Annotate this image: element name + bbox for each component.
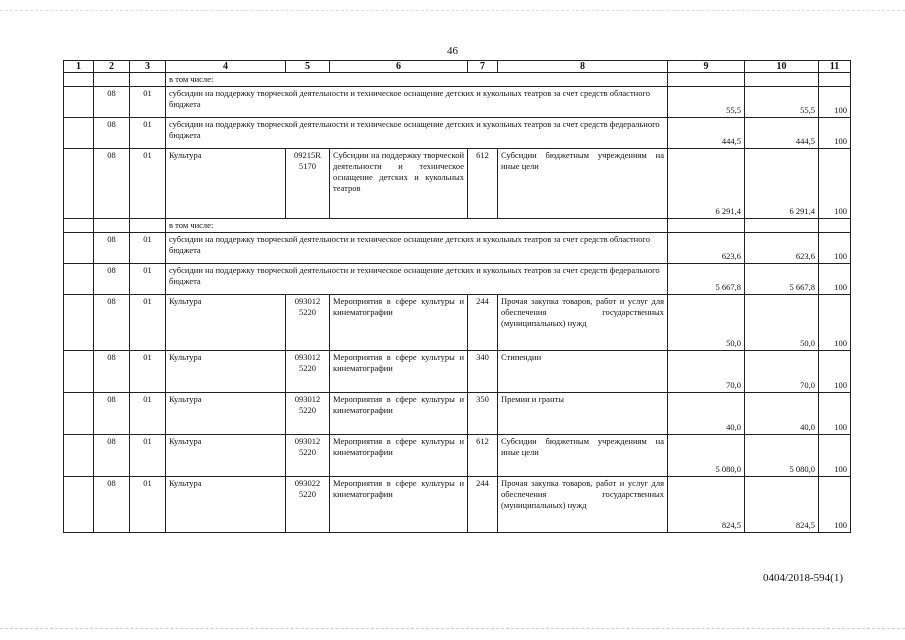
table-row xyxy=(64,149,851,219)
actual-amount-cell: 5 667,8 xyxy=(745,264,819,295)
expense-type-code-cell: 244 xyxy=(468,295,498,351)
cell-col1 xyxy=(64,73,94,87)
expense-type-name-cell: Прочая закупка товаров, работ и услуг для обеспечения государственных (муниципальных) нужд xyxy=(498,477,668,533)
cell-col1 xyxy=(64,435,94,477)
subsidy-description-cell: субсидии на поддержку творческой деятельности и техническое оснащение детских и кукольных театров за счет средств областного бюджета xyxy=(166,233,668,264)
target-article-cell: 093012 5220 xyxy=(286,295,330,351)
cell-col2 xyxy=(94,219,130,233)
table-row xyxy=(64,73,851,87)
section-code-cell: 08 xyxy=(94,393,130,435)
table-row xyxy=(64,351,851,393)
label-cell: в том числе: xyxy=(166,219,668,233)
planned-amount-cell: 70,0 xyxy=(668,351,745,393)
cell-col1 xyxy=(64,87,94,118)
subsection-code-cell: 01 xyxy=(130,264,166,295)
planned-amount-cell: 444,5 xyxy=(668,118,745,149)
percent-cell: 100 xyxy=(819,149,851,219)
section-code-cell: 08 xyxy=(94,351,130,393)
subsection-code-cell: 01 xyxy=(130,351,166,393)
cell-col1 xyxy=(64,149,94,219)
section-name-cell: Культура xyxy=(166,435,286,477)
scan-edge-top xyxy=(0,10,905,11)
table-row xyxy=(64,477,851,533)
program-description-cell: Субсидии на поддержку творческой деятельности и техническое оснащение детских и кукольных театров xyxy=(330,149,468,219)
section-code-cell: 08 xyxy=(94,118,130,149)
cell-col1 xyxy=(64,295,94,351)
percent-cell: 100 xyxy=(819,477,851,533)
section-name-cell: Культура xyxy=(166,477,286,533)
subsection-code-cell: 01 xyxy=(130,149,166,219)
label-cell: в том числе: xyxy=(166,73,668,87)
cell-col9 xyxy=(668,219,745,233)
section-code-cell: 08 xyxy=(94,477,130,533)
expense-type-name-cell: Субсидии бюджетным учреждениям на иные цели xyxy=(498,149,668,219)
expense-type-code-cell: 340 xyxy=(468,351,498,393)
actual-amount-cell: 70,0 xyxy=(745,351,819,393)
cell-col10 xyxy=(745,73,819,87)
expense-type-code-cell: 244 xyxy=(468,477,498,533)
subsection-code-cell: 01 xyxy=(130,477,166,533)
percent-cell: 100 xyxy=(819,118,851,149)
section-code-cell: 08 xyxy=(94,295,130,351)
target-article-cell: 093012 5220 xyxy=(286,393,330,435)
table-row xyxy=(64,393,851,435)
section-code-cell: 08 xyxy=(94,435,130,477)
column-header-9: 9 xyxy=(668,61,745,73)
section-code-cell: 08 xyxy=(94,264,130,295)
planned-amount-cell: 623,6 xyxy=(668,233,745,264)
column-header-4: 4 xyxy=(166,61,286,73)
program-description-cell: Мероприятия в сфере культуры и кинематографии xyxy=(330,295,468,351)
subsection-code-cell: 01 xyxy=(130,118,166,149)
column-header-8: 8 xyxy=(498,61,668,73)
subsidy-description-cell: субсидии на поддержку творческой деятельности и техническое оснащение детских и кукольных театров за счет средств федерального бюджета xyxy=(166,118,668,149)
planned-amount-cell: 55,5 xyxy=(668,87,745,118)
target-article-cell: 09215R 5170 xyxy=(286,149,330,219)
section-name-cell: Культура xyxy=(166,149,286,219)
expense-type-name-cell: Стипендии xyxy=(498,351,668,393)
expense-type-code-cell: 612 xyxy=(468,149,498,219)
section-name-cell: Культура xyxy=(166,393,286,435)
cell-col1 xyxy=(64,219,94,233)
expense-type-name-cell: Премии и гранты xyxy=(498,393,668,435)
section-name-cell: Культура xyxy=(166,295,286,351)
subsection-code-cell: 01 xyxy=(130,87,166,118)
section-name-cell: Культура xyxy=(166,351,286,393)
percent-cell: 100 xyxy=(819,87,851,118)
program-description-cell: Мероприятия в сфере культуры и кинематографии xyxy=(330,435,468,477)
actual-amount-cell: 40,0 xyxy=(745,393,819,435)
table-row xyxy=(64,264,851,295)
cell-col1 xyxy=(64,233,94,264)
subsection-code-cell: 01 xyxy=(130,393,166,435)
cell-col11 xyxy=(819,73,851,87)
cell-col2 xyxy=(94,73,130,87)
planned-amount-cell: 6 291,4 xyxy=(668,149,745,219)
column-header-5: 5 xyxy=(286,61,330,73)
target-article-cell: 093012 5220 xyxy=(286,351,330,393)
column-header-1: 1 xyxy=(64,61,94,73)
cell-col10 xyxy=(745,219,819,233)
percent-cell: 100 xyxy=(819,264,851,295)
page-number: 46 xyxy=(447,45,458,57)
column-header-11: 11 xyxy=(819,61,851,73)
expense-type-name-cell: Прочая закупка товаров, работ и услуг для обеспечения государственных (муниципальных) нужд xyxy=(498,295,668,351)
percent-cell: 100 xyxy=(819,351,851,393)
actual-amount-cell: 6 291,4 xyxy=(745,149,819,219)
cell-col3 xyxy=(130,73,166,87)
percent-cell: 100 xyxy=(819,435,851,477)
planned-amount-cell: 40,0 xyxy=(668,393,745,435)
column-header-10: 10 xyxy=(745,61,819,73)
actual-amount-cell: 55,5 xyxy=(745,87,819,118)
table-row xyxy=(64,118,851,149)
target-article-cell: 093022 5220 xyxy=(286,477,330,533)
actual-amount-cell: 50,0 xyxy=(745,295,819,351)
actual-amount-cell: 5 080,0 xyxy=(745,435,819,477)
cell-col9 xyxy=(668,73,745,87)
subsidy-description-cell: субсидии на поддержку творческой деятельности и техническое оснащение детских и кукольных театров за счет средств федерального бюджета xyxy=(166,264,668,295)
cell-col1 xyxy=(64,351,94,393)
actual-amount-cell: 824,5 xyxy=(745,477,819,533)
subsidy-description-cell: субсидии на поддержку творческой деятельности и техническое оснащение детских и кукольных театров за счет средств областного бюджета xyxy=(166,87,668,118)
table-row xyxy=(64,233,851,264)
subsection-code-cell: 01 xyxy=(130,295,166,351)
table-row xyxy=(64,295,851,351)
subsection-code-cell: 01 xyxy=(130,435,166,477)
column-header-2: 2 xyxy=(94,61,130,73)
column-header-6: 6 xyxy=(330,61,468,73)
document-code: 0404/2018-594(1) xyxy=(762,572,843,584)
subsection-code-cell: 01 xyxy=(130,233,166,264)
expense-type-code-cell: 350 xyxy=(468,393,498,435)
expense-type-name-cell: Субсидии бюджетным учреждениям на иные цели xyxy=(498,435,668,477)
percent-cell: 100 xyxy=(819,295,851,351)
percent-cell: 100 xyxy=(819,233,851,264)
cell-col1 xyxy=(64,264,94,295)
program-description-cell: Мероприятия в сфере культуры и кинематографии xyxy=(330,351,468,393)
program-description-cell: Мероприятия в сфере культуры и кинематографии xyxy=(330,477,468,533)
table-row xyxy=(64,87,851,118)
cell-col1 xyxy=(64,393,94,435)
actual-amount-cell: 623,6 xyxy=(745,233,819,264)
percent-cell: 100 xyxy=(819,393,851,435)
scan-edge-bottom xyxy=(0,628,905,629)
column-number-row xyxy=(64,61,851,73)
planned-amount-cell: 5 080,0 xyxy=(668,435,745,477)
section-code-cell: 08 xyxy=(94,149,130,219)
table-row xyxy=(64,219,851,233)
cell-col1 xyxy=(64,118,94,149)
section-code-cell: 08 xyxy=(94,87,130,118)
actual-amount-cell: 444,5 xyxy=(745,118,819,149)
cell-col3 xyxy=(130,219,166,233)
planned-amount-cell: 50,0 xyxy=(668,295,745,351)
expense-type-code-cell: 612 xyxy=(468,435,498,477)
table-row xyxy=(64,435,851,477)
column-header-3: 3 xyxy=(130,61,166,73)
cell-col11 xyxy=(819,219,851,233)
planned-amount-cell: 824,5 xyxy=(668,477,745,533)
budget-table xyxy=(63,60,851,533)
section-code-cell: 08 xyxy=(94,233,130,264)
target-article-cell: 093012 5220 xyxy=(286,435,330,477)
program-description-cell: Мероприятия в сфере культуры и кинематографии xyxy=(330,393,468,435)
cell-col1 xyxy=(64,477,94,533)
column-header-7: 7 xyxy=(468,61,498,73)
planned-amount-cell: 5 667,8 xyxy=(668,264,745,295)
